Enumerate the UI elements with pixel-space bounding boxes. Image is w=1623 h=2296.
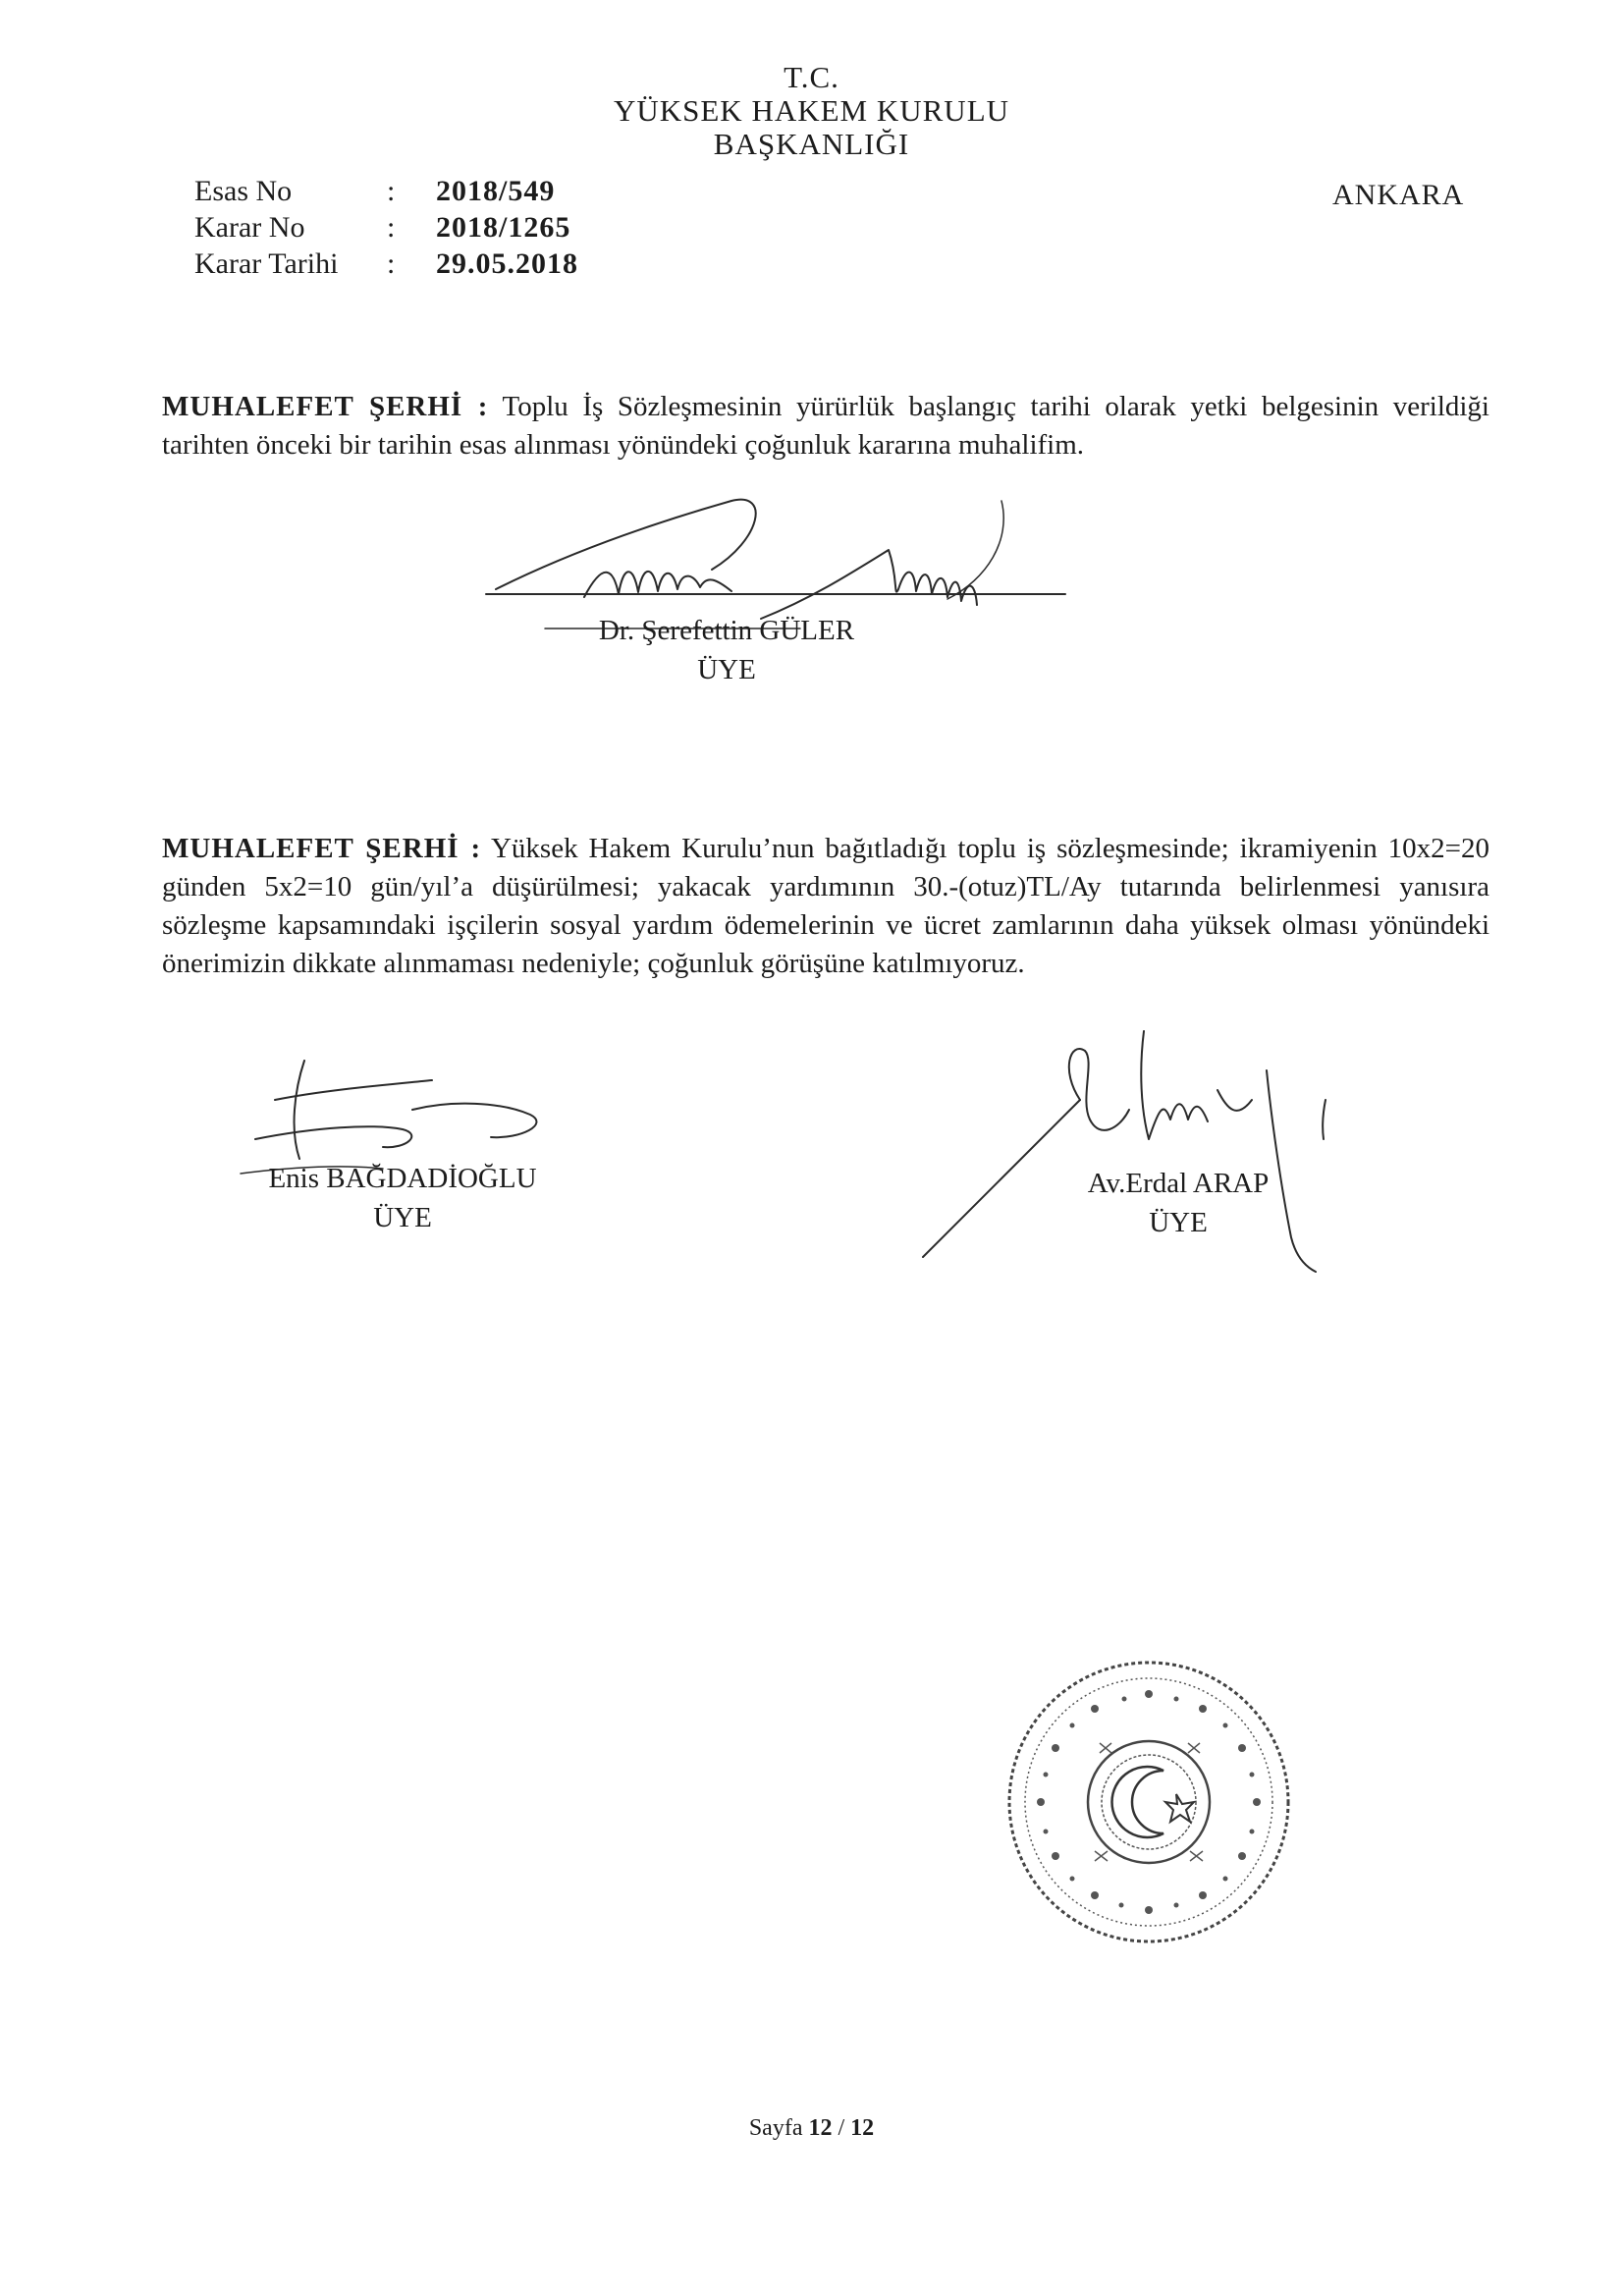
- dissent-text: Yüksek Hakem Kurulu’nun bağıtladığı toplu iş sözleşmesinde; ikramiyenin 10x2=20 günden 5x2=10 gün/yıl’a düşürülmesi; yakacak yardımının 30.-(otuz)TL/Ay tutarında belirlenmesi yanısıra sözleşme kapsamındaki işçilerin sosyal yardım ödemelerinin ve ücret zamlarının daha yüksek olması yönündeki önerimizin dikkate alınmaması nedeniyle; çoğunluk görüşüne katılmıyoruz.: [162, 833, 1489, 979]
- signer-bagdadioglu: [226, 1159, 579, 1237]
- institution-header: [0, 61, 1623, 161]
- footer-page-total: 12: [850, 2115, 875, 2141]
- signer-name: Dr. Şerefettin GÜLER: [598, 615, 855, 646]
- case-metadata: [194, 173, 578, 282]
- meta-colon: :: [387, 211, 396, 244]
- signer-role: ÜYE: [697, 654, 756, 685]
- meta-value: 2018/1265: [436, 211, 571, 244]
- dissent-lead: MUHALEFET ŞERHİ :: [162, 391, 489, 422]
- signer-arap: [1001, 1164, 1355, 1242]
- signer-name: Enis BAĞDADİOĞLU: [268, 1163, 537, 1194]
- signer-role: ÜYE: [373, 1202, 432, 1233]
- meta-label: Karar No: [194, 211, 305, 244]
- meta-value: 29.05.2018: [436, 247, 578, 280]
- signature-arap: [913, 1011, 1355, 1296]
- city-label: ANKARA: [1332, 179, 1465, 211]
- meta-colon: :: [387, 247, 396, 280]
- signer-guler: [530, 611, 923, 689]
- dissent-text: Toplu İş Sözleşmesinin yürürlük başlangıç tarihi olarak yetki belgesinin verildiği tarihten önceki bir tarihin esas alınması yönündeki çoğunluk kararına muhalifim.: [162, 391, 1489, 461]
- meta-colon: :: [387, 175, 396, 207]
- official-seal: [1001, 1655, 1296, 1949]
- footer-separator: /: [838, 2115, 845, 2141]
- dissent-lead: MUHALEFET ŞERHİ :: [162, 833, 482, 864]
- meta-row-karar: [194, 209, 578, 246]
- header-line-presidency: BAŞKANLIĞI: [713, 127, 910, 161]
- meta-row-karar-tarihi: [194, 246, 578, 282]
- dissent-paragraph-2: [162, 830, 1489, 983]
- meta-label: Karar Tarihi: [194, 247, 339, 280]
- dissent-paragraph-1: [162, 388, 1489, 465]
- footer-page-number: 12: [808, 2115, 833, 2141]
- page-footer: [0, 2115, 1623, 2142]
- signer-name: Av.Erdal ARAP: [1087, 1168, 1270, 1199]
- header-line-tc: T.C.: [784, 60, 839, 94]
- meta-label: Esas No: [194, 175, 293, 207]
- meta-value: 2018/549: [436, 175, 556, 207]
- header-line-institution: YÜKSEK HAKEM KURULU: [613, 93, 1010, 128]
- meta-row-esas: [194, 173, 578, 209]
- signer-role: ÜYE: [1149, 1207, 1208, 1238]
- footer-prefix: Sayfa: [748, 2115, 803, 2141]
